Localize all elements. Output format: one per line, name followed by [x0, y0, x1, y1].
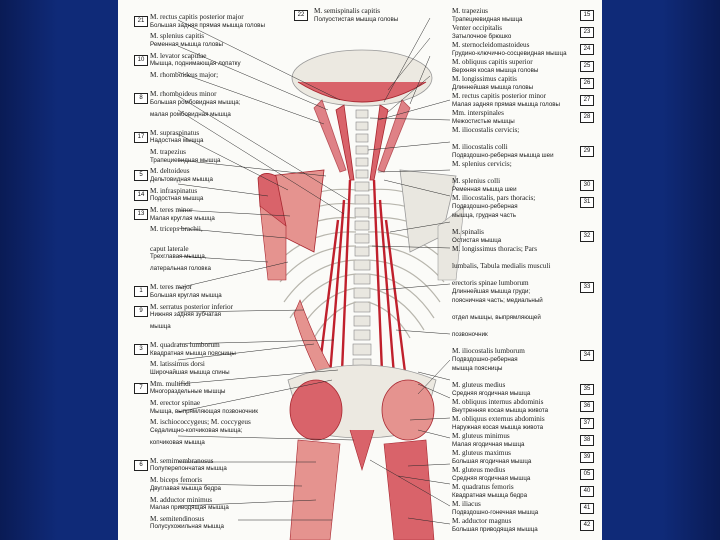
latin-muscle-name: M. teres major [150, 283, 193, 292]
russian-muscle-name: Двуглавая мышца бедра [150, 484, 221, 492]
russian-muscle-name: Подвздошно-реберная [452, 202, 518, 210]
label-number: 28 [580, 112, 594, 123]
label-number: 38 [580, 435, 594, 446]
russian-muscle-name: позвоночник [452, 331, 488, 338]
label-number: 22 [294, 10, 308, 21]
latin-muscle-name: M. obliquus externus abdominis [452, 415, 545, 423]
label-number: 25 [580, 61, 594, 72]
latin-muscle-name: M. quadratus lumborum [150, 341, 220, 350]
russian-muscle-name: Остистая мышца [452, 236, 502, 244]
latin-muscle-name: M. semimembranosus [150, 456, 214, 465]
latin-muscle-name: M. obliquus internus abdominis [452, 398, 544, 406]
russian-muscle-name: Подвздошно-реберная мышца шеи [452, 151, 554, 159]
label-number: 23 [580, 27, 594, 38]
latin-muscle-name: M. splenius capitis [150, 32, 205, 41]
russian-muscle-name: Малая приводящая мышца [150, 504, 229, 511]
latin-muscle-name: M. rhomboideus minor [150, 90, 217, 99]
latin-muscle-name: Mm. multifidi [150, 379, 191, 388]
latin-muscle-name: erectoris spinae lumborum [452, 279, 529, 287]
label-number: 24 [580, 44, 594, 55]
latin-muscle-name: M. supraspinatus [150, 128, 200, 137]
russian-muscle-name: Средняя ягодичная мышца [452, 474, 531, 482]
russian-muscle-name: Верхняя косая мышца головы [452, 66, 539, 74]
latin-muscle-name: M. adductor minimus [150, 495, 213, 504]
latin-muscle-name: caput laterale [150, 244, 189, 253]
label-number: 15 [580, 10, 594, 21]
russian-muscle-name: Квадратная мышца поясницы [150, 349, 236, 357]
coccygeal-muscles [350, 430, 374, 470]
russian-muscle-name: Грудино-ключично-сосцевидная мышца [452, 49, 567, 57]
label-number: 39 [580, 452, 594, 463]
russian-muscle-name: Внутренняя косая мышца живота [452, 406, 549, 414]
russian-muscle-name: Мышца, выпрямляющая позвоночник [150, 407, 258, 415]
russian-muscle-name: Большая приводящая мышца [452, 525, 538, 533]
label-number: 05 [580, 469, 594, 480]
latin-muscle-name: M. triceps brachii, [150, 225, 203, 234]
latin-muscle-name: M. teres minor [150, 206, 193, 214]
latin-muscle-name: M. biceps femoris [150, 476, 203, 485]
latin-muscle-name: M. sternocleidomastoideus [452, 41, 530, 49]
label-number: 26 [580, 78, 594, 89]
russian-muscle-name: Дельтовидная мышца [150, 175, 213, 183]
russian-muscle-name: Малая ягодичная мышца [452, 440, 525, 448]
label-number: 42 [580, 520, 594, 531]
latin-muscle-name: M. erector spinae [150, 399, 201, 407]
russian-muscle-name: Малая задняя прямая мышца головы [452, 100, 560, 108]
russian-muscle-name: Мышца, поднимающая лопатку [150, 60, 241, 68]
russian-muscle-name: Затылочное брюшко [452, 32, 512, 40]
latin-muscle-name: M. spinalis [452, 228, 484, 236]
russian-muscle-name: Полуостистая мышца головы [314, 15, 399, 23]
russian-muscle-name: Трехглавая мышца, [150, 253, 207, 261]
label-number: 29 [580, 146, 594, 157]
label-number: 13 [134, 209, 148, 220]
left-thigh [290, 440, 340, 540]
russian-muscle-name: отдел мышцы, выпрямляющей [452, 314, 541, 321]
label-number: 37 [580, 418, 594, 429]
latin-muscle-name: M. deltoideus [150, 167, 190, 176]
label-number: 34 [580, 350, 594, 361]
label-number: 36 [580, 401, 594, 412]
latin-muscle-name: M. splenius colli [452, 177, 501, 185]
latin-muscle-name: M. iliocostalis cervicis; [452, 126, 520, 134]
label-number: 33 [580, 282, 594, 293]
latin-muscle-name: M. iliocostalis, pars thoracis; [452, 194, 536, 202]
russian-muscle-name: Большая круглая мышца [150, 291, 222, 299]
latin-muscle-name: M. ischiococcygeus; M. coccygeus [150, 418, 251, 427]
label-number: 35 [580, 384, 594, 395]
latin-muscle-name: M. longissimus capitis [452, 75, 517, 83]
russian-muscle-name: мышца [150, 322, 171, 330]
latin-muscle-name: M. gluteus medius [452, 466, 506, 474]
latin-muscle-name: M. gluteus maximus [452, 449, 511, 457]
russian-muscle-name: Подостная мышца [150, 195, 204, 203]
russian-muscle-name: Седалищно-копчиковая мышца; [150, 426, 243, 434]
russian-muscle-name: Большая ягодичная мышца [452, 457, 532, 465]
label-number: 8 [134, 93, 148, 104]
left-gluteus [290, 380, 342, 440]
label-number: 30 [580, 180, 594, 191]
latin-muscle-name: M. longissimus thoracis; Pars [452, 245, 538, 253]
latin-muscle-name: M. trapezius [452, 7, 488, 15]
latin-muscle-name: M. serratus posterior inferior [150, 302, 234, 311]
right-thigh [384, 440, 434, 540]
latin-muscle-name: M. quadratus femoris [452, 483, 514, 491]
russian-muscle-name: Полусухожильная мышца [150, 523, 224, 531]
latin-muscle-name: M. iliacus [452, 500, 481, 508]
russian-muscle-name: малая ромбовидная мышца [150, 110, 231, 118]
latin-muscle-name: M. obliquus capitis superior [452, 58, 533, 66]
label-number: 31 [580, 197, 594, 208]
latin-muscle-name: M. adductor magnus [452, 517, 512, 525]
latin-muscle-name: Mm. interspinales [452, 109, 504, 117]
vertebral-column [353, 110, 371, 370]
russian-muscle-name: Большая задняя прямая мышца головы [150, 21, 265, 29]
latin-muscle-name: M. rectus capitis posterior major [150, 13, 244, 21]
latin-muscle-name: lumbalis, Tabula medialis musculi [452, 262, 551, 270]
latin-muscle-name: M. gluteus medius [452, 381, 506, 389]
latin-muscle-name: M. splenius cervicis; [452, 160, 512, 168]
russian-muscle-name: Надостная мышца [150, 137, 204, 145]
label-number: 27 [580, 95, 594, 106]
latin-muscle-name: M. semispinalis capitis [314, 7, 381, 15]
russian-muscle-name: Межостистые мышцы [452, 117, 515, 125]
russian-muscle-name: Трапециевидная мышца [150, 156, 221, 164]
russian-muscle-name: Трапециевидная мышца [452, 15, 523, 23]
russian-muscle-name: Нижняя задняя зубчатая [150, 311, 221, 318]
label-number: 5 [134, 170, 148, 181]
label-number: 10 [134, 55, 148, 66]
label-number: 21 [134, 16, 148, 27]
russian-muscle-name: мышца поясницы [452, 365, 503, 372]
russian-muscle-name: Ременная мышца шеи [452, 185, 517, 193]
russian-muscle-name: Длиннейшая мышца головы [452, 83, 534, 91]
latin-muscle-name: M. rectus capitis posterior minor [452, 92, 547, 100]
russian-muscle-name: поясничная часть; медиальный [452, 297, 543, 304]
label-number: 14 [134, 190, 148, 201]
latin-muscle-name: M. latissimus dorsi [150, 360, 205, 369]
russian-muscle-name: Широчайшая мышца спины [150, 368, 230, 376]
russian-muscle-name: Квадратная мышца бедра [452, 491, 528, 499]
russian-muscle-name: Подвздошно-реберная [452, 355, 518, 363]
russian-muscle-name: Средняя ягодичная мышца [452, 389, 531, 397]
label-number: 9 [134, 306, 148, 317]
latin-muscle-name: M. levator scapulae [150, 51, 207, 60]
latin-muscle-name: Venter occipitalis [452, 24, 503, 32]
label-number: 32 [580, 231, 594, 242]
latin-muscle-name: M. trapezius [150, 148, 186, 157]
latin-muscle-name: M. gluteus minimus [452, 432, 510, 440]
label-number: 17 [134, 132, 148, 143]
label-number: 40 [580, 486, 594, 497]
russian-muscle-name: Подвздошно-гонечная мышца [452, 508, 539, 516]
label-number: 1 [134, 286, 148, 297]
latin-muscle-name: M. iliocostalis lumborum [452, 347, 525, 355]
latin-muscle-name: M. infraspinatus [150, 186, 198, 195]
russian-muscle-name: латеральная головка [150, 264, 211, 272]
label-number: 3 [134, 344, 148, 355]
latin-muscle-name: M. rhomboideus major; [150, 70, 219, 79]
anatomy-sheet [118, 0, 602, 540]
russian-muscle-name: Ременная мышца головы [150, 40, 223, 48]
right-gluteus [382, 380, 434, 440]
russian-muscle-name: мышца, грудная часть [452, 212, 516, 219]
russian-muscle-name: копчиковая мышца [150, 438, 205, 446]
russian-muscle-name: Малая круглая мышца [150, 214, 215, 222]
label-number: 41 [580, 503, 594, 514]
russian-muscle-name: Многораздельные мышцы [150, 388, 226, 396]
russian-muscle-name: Полуперепончатая мышца [150, 465, 227, 473]
russian-muscle-name: Наружная косая мышца живота [452, 423, 544, 431]
label-number: 6 [134, 460, 148, 471]
latin-muscle-name: M. iliocostalis colli [452, 143, 508, 151]
label-number: 7 [134, 383, 148, 394]
latin-muscle-name: M. semitendinosus [150, 514, 205, 523]
russian-muscle-name: Большая ромбовидная мышца; [150, 98, 241, 106]
russian-muscle-name: Длиннейшая мышца груди; [452, 287, 531, 295]
